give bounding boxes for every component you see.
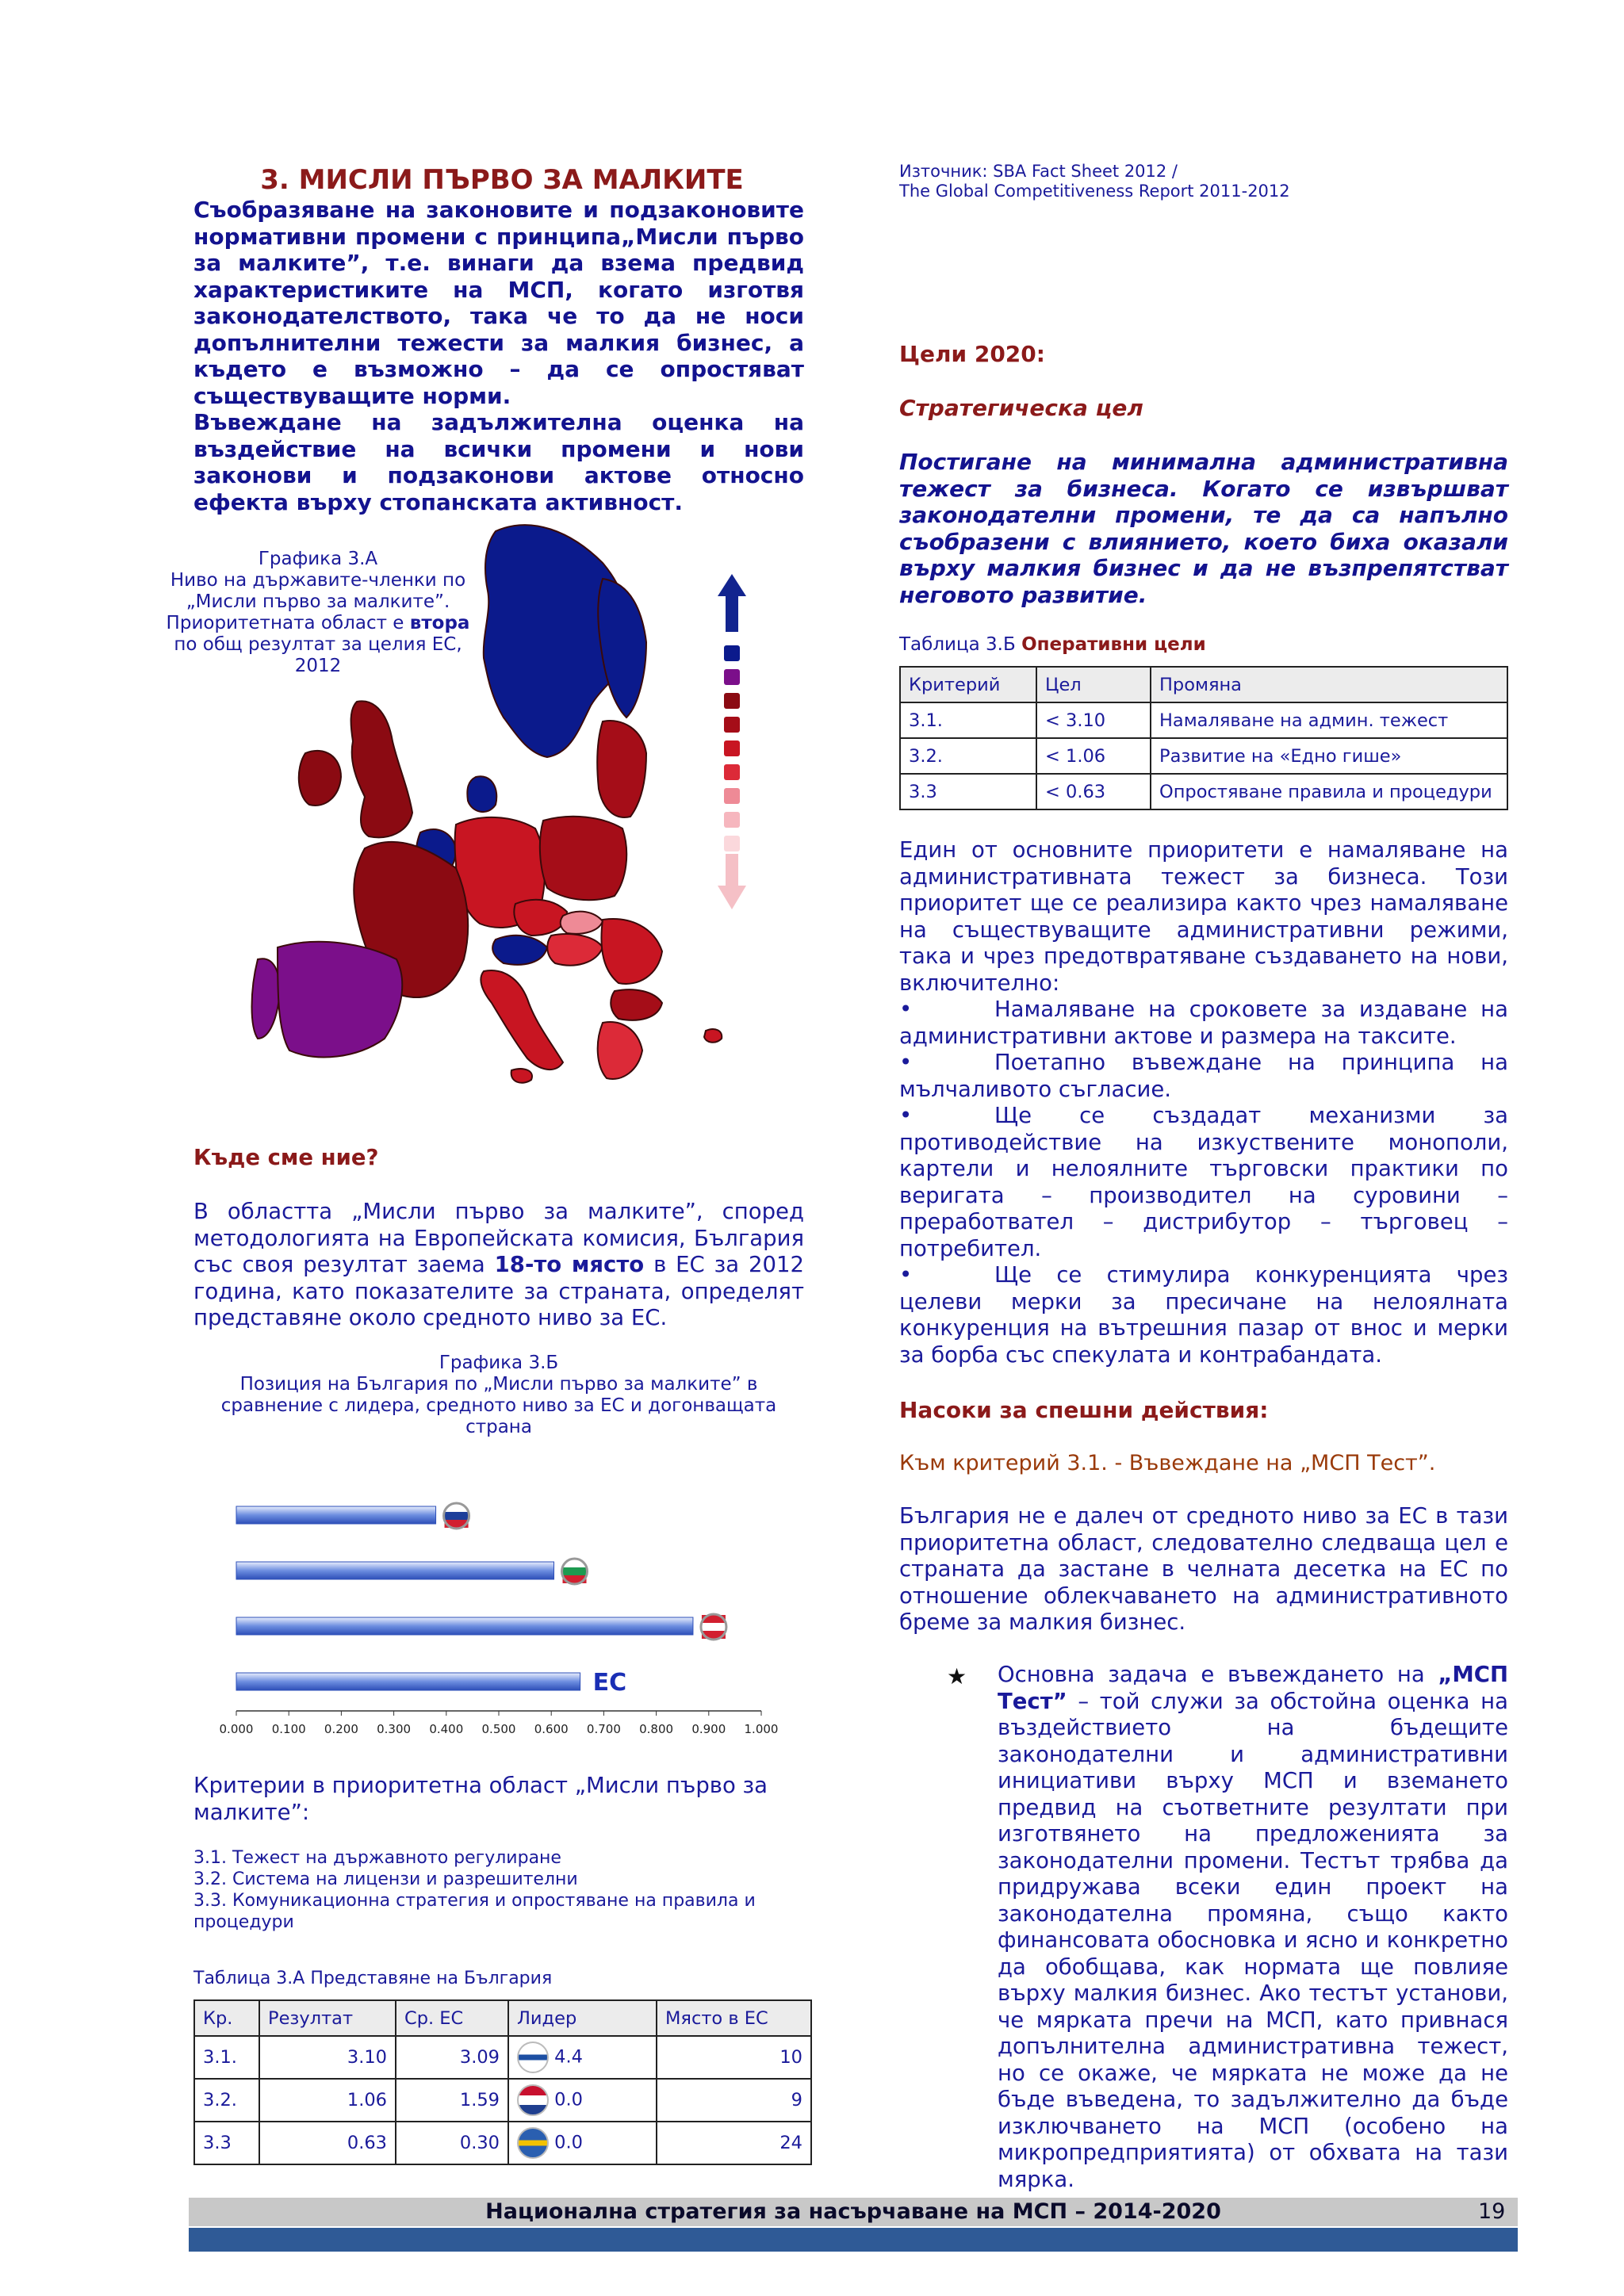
table-b-cell: < 1.06	[1036, 738, 1151, 774]
table-a-cell: 10	[657, 2036, 811, 2079]
criterion-item-3: 3.3. Комуникационна стратегия и опростяване на правила и процедури	[193, 1891, 756, 1932]
table-a-cell: 1.59	[396, 2079, 508, 2122]
table-a	[193, 1999, 812, 2165]
map-region-finland	[598, 579, 646, 718]
table-b-header: Промяна	[1151, 667, 1507, 702]
table-a-cell: 9	[657, 2079, 811, 2122]
chart-caption-title: Позиция на България по „Мисли първо за малките” в сравнение с лидера, средното ниво за ЕС и догонващата страна	[220, 1374, 777, 1437]
chart-bar	[236, 1506, 436, 1524]
list-item: • Намаляване на сроковете за издаване на	[899, 997, 1508, 1022]
leader-value: 0.0	[554, 2132, 583, 2153]
table-a-leader-cell	[508, 2079, 657, 2122]
x-tick-label: 0.400	[429, 1722, 464, 1736]
list-item-continuation: целеви мерки за пресичане на нелоялната конкуренция на вътрешния пазар от внос и мерки за борба със спекулата и контрабандата.	[899, 1288, 1508, 1368]
leader-value: 0.0	[554, 2089, 583, 2110]
map-region-poland	[540, 817, 626, 900]
star-bullet-icon: ★	[947, 1663, 967, 1689]
table-b-cell: Развитие на «Едно гише»	[1151, 738, 1507, 774]
table-b-header-row	[900, 667, 1507, 702]
table-b-caption: Таблица 3.Б Оперативни цели	[899, 634, 1206, 655]
list-item: • Поетапно въвеждане на принципа на	[899, 1050, 1508, 1075]
section-title: 3. МИСЛИ ПЪРВО ЗА МАЛКИТЕ	[260, 164, 744, 196]
map-region-austria	[492, 936, 547, 965]
x-tick-label: 1.000	[744, 1722, 779, 1736]
table-a-header: Място в ЕС	[657, 2000, 811, 2036]
priority-intro: Един от основните приоритети е намаляване на административната тежест за бизнеса. Този приоритет ще се реализира както чрез намаляване на съществуващите административни режими, така и чрез предотвратяване създаването на нови, включително:	[899, 837, 1508, 996]
legend-swatch-8	[724, 812, 740, 828]
map-caption-number: Графика 3.А	[258, 549, 378, 569]
table-a-cell: 1.06	[259, 2079, 396, 2122]
source-line-1: Източник: SBA Fact Sheet 2012 /	[899, 162, 1178, 181]
table-row	[900, 774, 1507, 809]
table-b-cell: 3.1.	[900, 702, 1036, 738]
x-tick-label: 0.600	[534, 1722, 569, 1736]
legend-up-arrow-icon	[718, 574, 746, 632]
table-b-cell: < 0.63	[1036, 774, 1151, 809]
urgent-heading: Насоки за спешни действия:	[899, 1397, 1269, 1423]
map-region-spain	[278, 942, 402, 1058]
map-region-denmark	[467, 776, 496, 812]
map-legend-scale	[716, 572, 748, 921]
x-tick-label: 0.100	[271, 1722, 306, 1736]
list-item: • Ще се стимулира конкуренцията чрез	[899, 1262, 1508, 1288]
table-b-cell: 3.2.	[900, 738, 1036, 774]
list-item-continuation: противодействие на изкуствените монополи, картели и нелоялните търговски практики по веригата – производител на суровини – преработвател – дистрибутор – търговец – потребител.	[899, 1129, 1508, 1261]
map-caption-note: Приоритетната област е втора по общ резултат за целия ЕС, 2012	[166, 613, 470, 676]
table-row	[900, 738, 1507, 774]
where-paragraph: В областта „Мисли първо за малките”, според методологията на Европейската комисия, България със своя резултат заема 18-то място в ЕС за 2012 година, като показателите за страната, определят представяне около средното ниво за ЕС.	[193, 1199, 805, 1330]
chart-caption	[209, 1353, 788, 1438]
x-tick-label: 0.800	[639, 1722, 674, 1736]
where-heading: Къде сме ние?	[193, 1145, 379, 1170]
x-tick-label: 0.500	[481, 1722, 516, 1736]
page-number: 19	[1478, 2199, 1506, 2224]
source-note	[899, 162, 1508, 201]
legend-swatch-3	[724, 693, 740, 709]
legend-swatch-4	[724, 717, 740, 733]
table-a-cell: 0.63	[259, 2122, 396, 2164]
table-b-header: Цел	[1036, 667, 1151, 702]
map-region-sicily	[511, 1069, 532, 1083]
table-b-cell: < 3.10	[1036, 702, 1151, 738]
table-a-header: Кр.	[194, 2000, 259, 2036]
table-a-cell: 3.10	[259, 2036, 396, 2079]
map-region-bulgaria	[611, 989, 662, 1020]
list-item-continuation: мълчаливото съгласие.	[899, 1076, 1171, 1102]
map-region-portugal	[252, 959, 280, 1039]
msp-test-paragraph: Основна задача е въвеждането на „МСП Тест” – той служи за обстойна оценка на въздействието на бъдещите законодателни и административни инициативи върху МСП и вземането предвид на съответните резултати при изготвянето на предложенията за законодателни промени. Тестът трябва да придружава всеки един проект на законодателна промяна, също както финансовата обосновка и ясно и конкретно да обобщава, как нормата ще повлияе върху малкия бизнес. Ако тестът установи, че мярката пречи на МСП, като привнася допълнителна административна тежест, но се окаже, че мярката не може да не бъде въведена, то задължително да бъде изключването на МСП (особено на микропредприятията) от обхвата на тази мярка.	[998, 1662, 1508, 2192]
map-region-ireland	[299, 751, 341, 806]
legend-swatch-5	[724, 740, 740, 756]
table-b	[899, 666, 1508, 810]
priority-paragraph	[899, 837, 1508, 1368]
table-a-header: Резултат	[259, 2000, 396, 2036]
table-row	[194, 2079, 811, 2122]
intro-paragraph-1: Съобразяване на законовите и подзаконовите нормативни промени с принципа„Мисли първо за малките”, т.е. винаги да взема предвид характеристиките на МСП, когато изготвя законодателството, така че то да не носи допълнителни тежести за малкия бизнес, а където е възможно – да се опростяват съществуващите норми.	[193, 197, 804, 409]
x-tick-label: 0.300	[377, 1722, 412, 1736]
table-a-cell: 3.1.	[194, 2036, 259, 2079]
bulgaria-paragraph: България не е далеч от средното ниво за ЕС в тази приоритетна област, следователно следваща цел е страната да застане в челната десетка на ЕС по отношение облекчаването на административното бреме за малкия бизнес.	[899, 1503, 1508, 1635]
legend-swatch-6	[724, 764, 740, 780]
map-region-baltics	[597, 721, 646, 817]
leader-value: 4.4	[554, 2046, 583, 2068]
eu-label: ЕС	[592, 1669, 627, 1697]
map-region-hungary	[547, 934, 603, 966]
map-caption-title: Ниво на държавите-членки по „Мисли първо за малките”.	[170, 570, 466, 612]
list-item-continuation: административни актове и размера на таксите.	[899, 1023, 1457, 1049]
table-a-cell: 3.09	[396, 2036, 508, 2079]
criteria-heading: Критерии в приоритетна област „Мисли първо за малките”:	[193, 1773, 768, 1825]
table-row	[194, 2036, 811, 2079]
netherlands-flag-icon	[517, 2084, 549, 2116]
criterion-line: Към критерий 3.1. - Въвеждане на „МСП Тест”.	[899, 1451, 1436, 1475]
table-a-cell: 3.2.	[194, 2079, 259, 2122]
table-a-cell: 3.3	[194, 2122, 259, 2164]
legend-swatch-9	[724, 836, 740, 851]
source-line-2: The Global Competitiveness Report 2011-2012	[899, 182, 1290, 201]
bulgaria-flag-icon	[562, 1559, 588, 1584]
x-tick-label: 0.000	[219, 1722, 254, 1736]
goals-heading: Цели 2020:	[899, 341, 1045, 367]
table-b-cell: Намаляване на админ. тежест	[1151, 702, 1507, 738]
legend-swatch-1	[724, 645, 740, 661]
criteria-list	[193, 1847, 804, 1933]
legend-swatch-2	[724, 669, 740, 685]
chart-bar	[236, 1673, 580, 1690]
austria-flag-icon	[701, 1614, 726, 1640]
x-tick-label: 0.200	[324, 1722, 358, 1736]
map-region-uk	[351, 701, 412, 837]
list-item: • Ще се създадат механизми за	[899, 1103, 1508, 1128]
footer-accent-bar	[189, 2228, 1518, 2252]
map-region-greece	[598, 1022, 642, 1079]
map-region-cyprus	[704, 1029, 722, 1043]
map-region-italy	[481, 970, 563, 1070]
table-a-leader-cell	[508, 2036, 657, 2079]
table-a-header: Ср. ЕС	[396, 2000, 508, 2036]
strategic-goal-text: Постигане на минимална административна тежест за бизнеса. Когато се извършват законодателни промени, те да са напълно съобразени с влиянието, което биха оказали върху малкия бизнес и да не възпрепятстват неговото развитие.	[899, 449, 1508, 608]
criterion-item-1: 3.1. Тежест на държавното регулиране	[193, 1848, 561, 1868]
table-b-header: Критерий	[900, 667, 1036, 702]
finland-flag-icon	[517, 2042, 549, 2073]
strategic-heading: Стратегическа цел	[899, 395, 1143, 421]
position-bar-chart	[206, 1490, 793, 1744]
criterion-item-2: 3.2. Система на лицензи и разрешителни	[193, 1869, 578, 1889]
legend-down-arrow-icon	[718, 854, 746, 909]
table-a-leader-cell	[508, 2122, 657, 2164]
slovakia-flag-icon	[444, 1503, 469, 1529]
map-region-romania	[601, 919, 662, 984]
map-region-slovakia	[561, 912, 603, 934]
table-row	[900, 702, 1507, 738]
table-a-header: Лидер	[508, 2000, 657, 2036]
table-b-cell: 3.3	[900, 774, 1036, 809]
table-row	[194, 2122, 811, 2164]
x-tick-label: 0.900	[691, 1722, 726, 1736]
sweden-flag-icon	[517, 2127, 549, 2159]
chart-bar	[236, 1617, 693, 1635]
intro-paragraph-2: Въвеждане на задължителна оценка на въздействие на всички промени и нови законови и подзаконови актове относно ефекта върху стопанската активност.	[193, 409, 804, 515]
map-region-czechia	[514, 900, 567, 936]
table-a-cell: 0.30	[396, 2122, 508, 2164]
chart-bar	[236, 1562, 554, 1579]
table-a-caption: Таблица 3.А Представяне на България	[193, 1969, 553, 1988]
table-a-header-row	[194, 2000, 811, 2036]
map-legend	[716, 572, 748, 921]
chart-caption-number: Графика 3.Б	[439, 1353, 559, 1373]
table-a-cell: 24	[657, 2122, 811, 2164]
footer-title: Национална стратегия за насърчаване на МСП – 2014-2020	[485, 2199, 1221, 2224]
x-tick-label: 0.700	[586, 1722, 621, 1736]
legend-swatch-7	[724, 788, 740, 804]
table-b-cell: Опростяване правила и процедури	[1151, 774, 1507, 809]
